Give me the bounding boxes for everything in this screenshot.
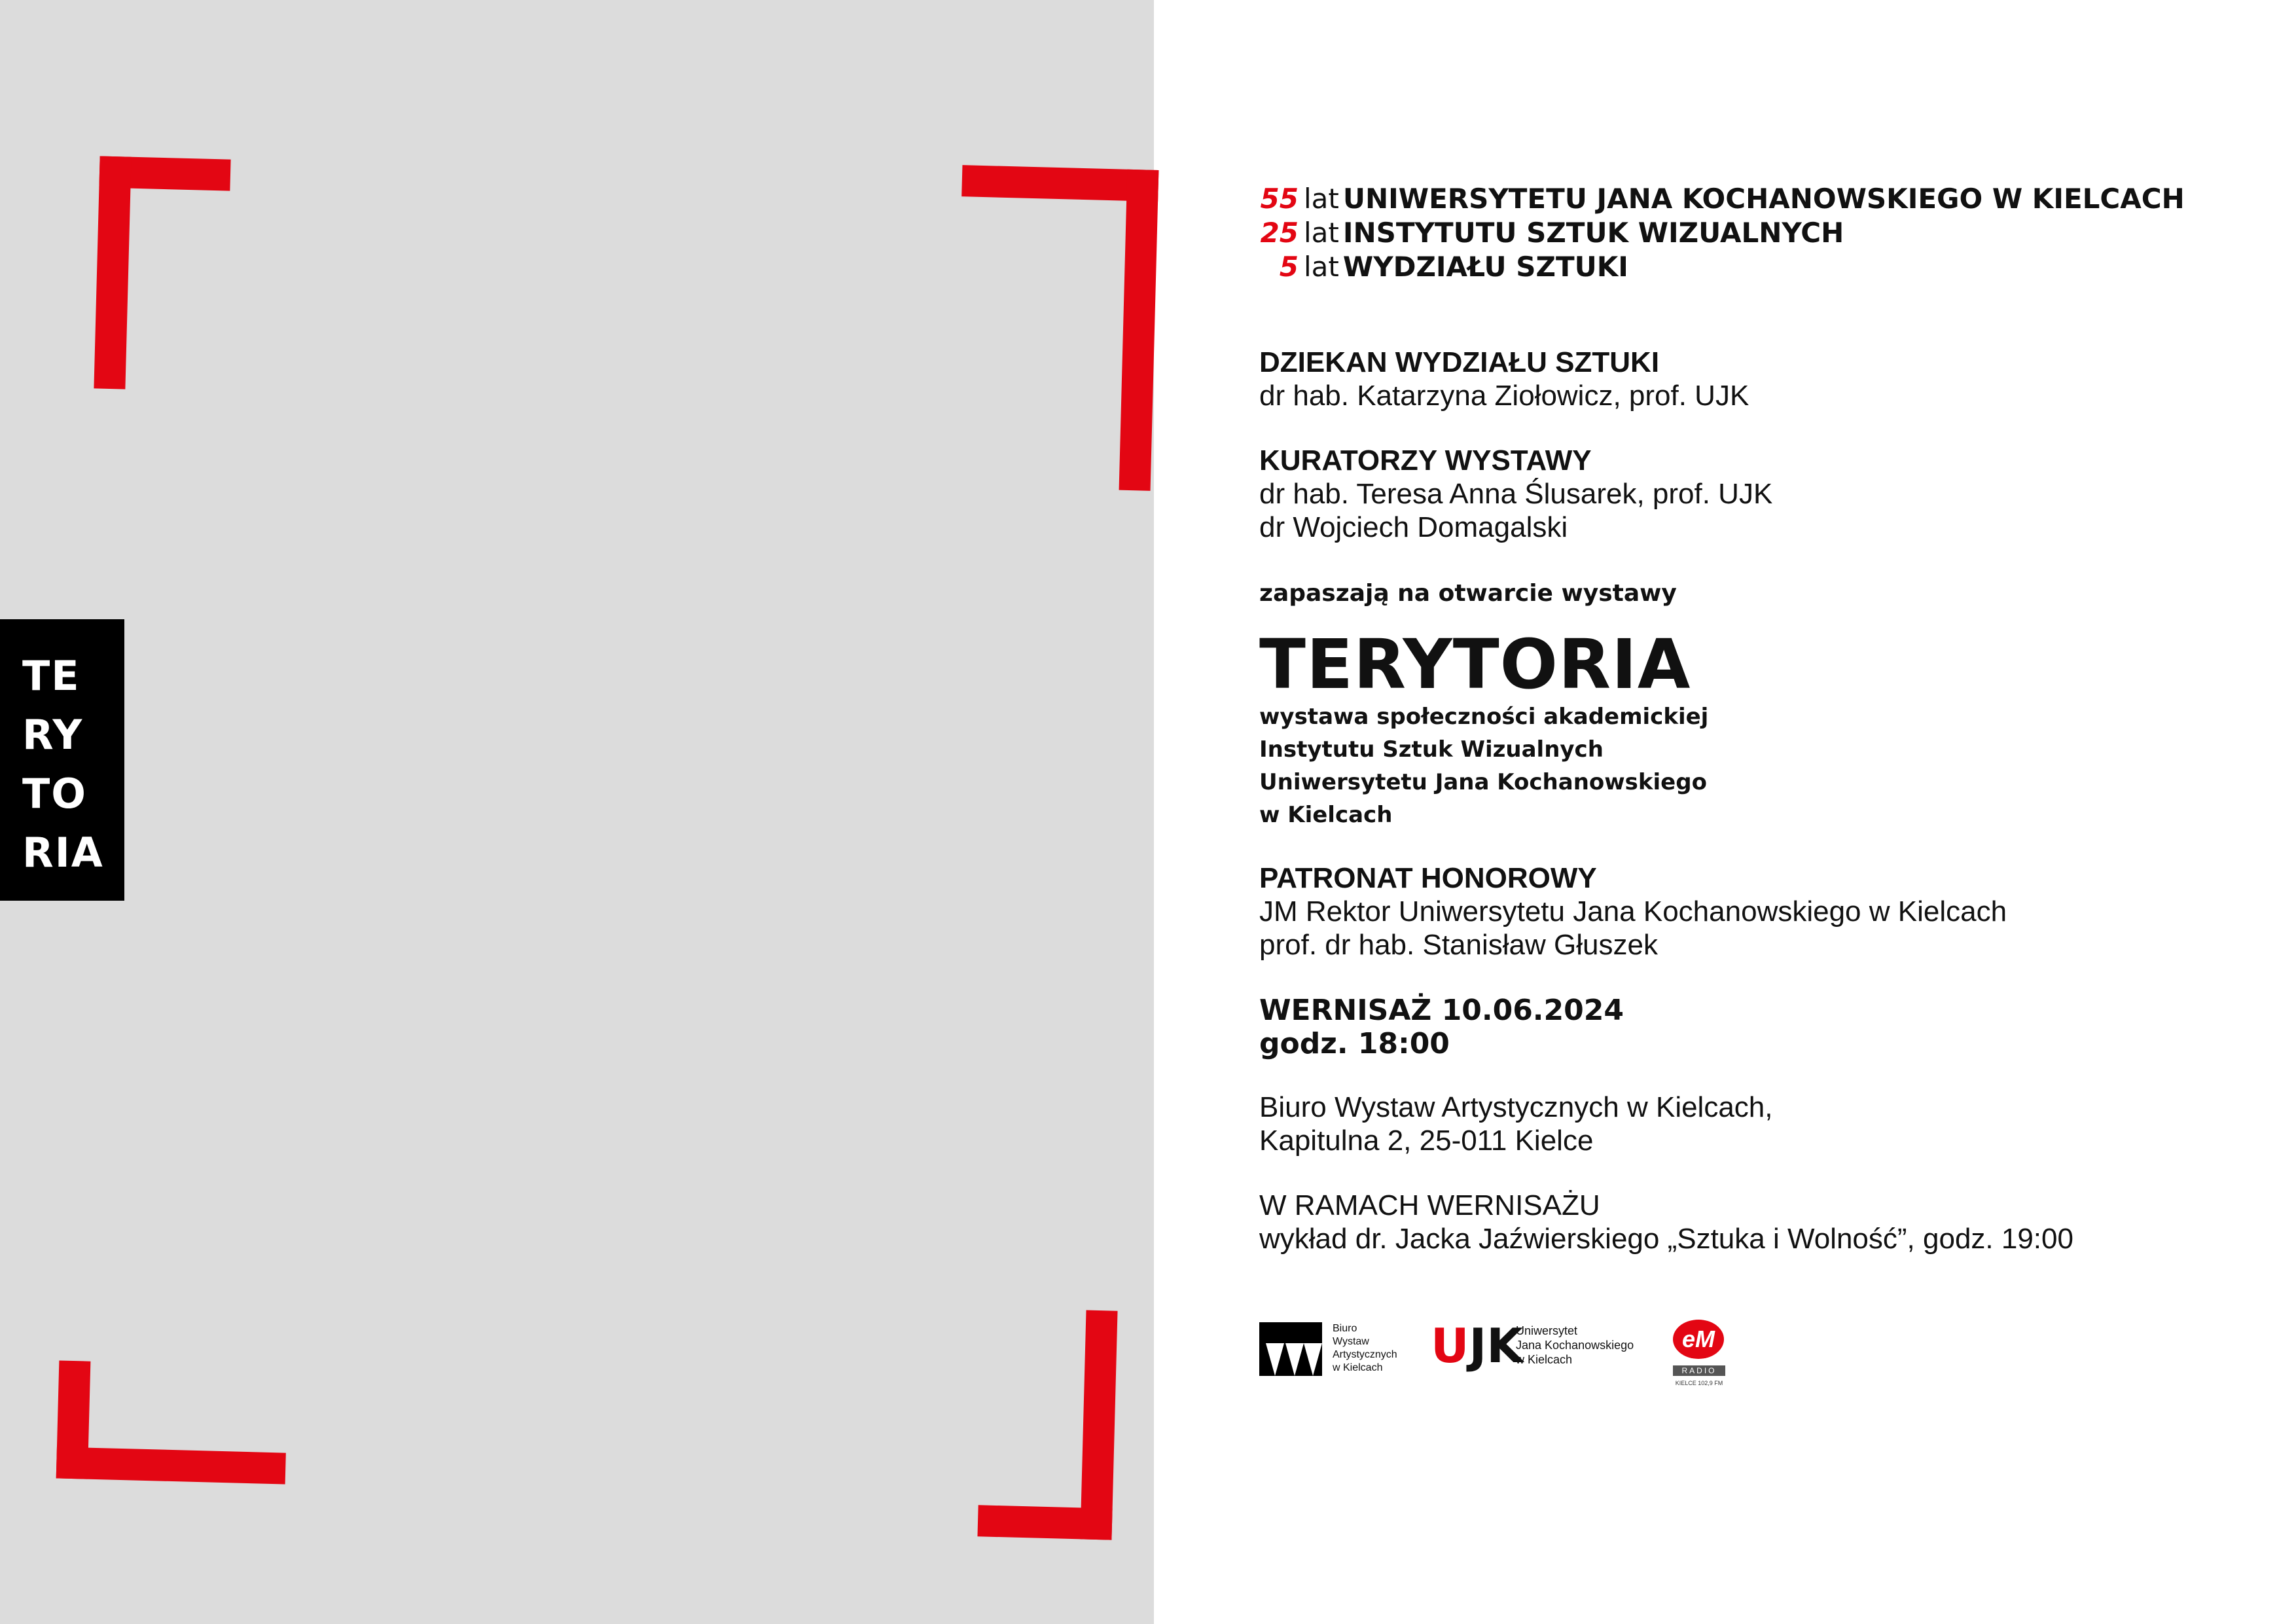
invite-text: zapaszają na otwarcie wystawy <box>1259 580 1677 607</box>
lecture-heading: W RAMACH WERNISAŻU <box>1259 1189 1600 1221</box>
bwa-mark-icon <box>1259 1322 1322 1376</box>
anniversary-lat: lat <box>1304 183 1339 215</box>
red-bracket-bottom-right <box>977 1307 1117 1540</box>
tag-line: RY <box>22 711 84 759</box>
tag-line: RIA <box>22 829 104 876</box>
anniversary-row <box>1259 182 2185 216</box>
curators-heading: KURATORZY WYSTAWY <box>1259 444 1592 477</box>
tag-line: TO <box>22 770 87 818</box>
radio-em-mark-icon: eM <box>1673 1320 1724 1359</box>
description-line: Instytutu Sztuk Wizualnych <box>1259 736 1604 763</box>
bwa-logo-text: Biuro Wystaw Artystycznych w Kielcach <box>1333 1323 1397 1373</box>
dean-name: dr hab. Katarzyna Ziołowicz, prof. UJK <box>1259 380 1749 412</box>
description-line: w Kielcach <box>1259 802 1393 828</box>
patronage-block <box>1259 861 2007 962</box>
vernissage-date: WERNISAŻ 10.06.2024 <box>1259 994 1624 1027</box>
bwa-logo <box>1259 1316 1429 1381</box>
curator-name: dr hab. Teresa Anna Ślusarek, prof. UJK <box>1259 478 1773 510</box>
description-line: wystawa społeczności akademickiej <box>1259 704 1709 730</box>
patronage-heading: PATRONAT HONOROWY <box>1259 862 1597 894</box>
partner-logos <box>1259 1316 2045 1394</box>
radio-frequency: KIELCE 102,9 FM <box>1675 1380 1723 1386</box>
radio-label: RADIO <box>1673 1365 1725 1376</box>
anniversary-name: WYDZIAŁU SZTUKI <box>1342 251 1628 283</box>
description-line: Uniwersytetu Jana Kochanowskiego <box>1259 769 1707 795</box>
red-bracket-top-left <box>94 156 230 391</box>
venue-line: Kapitulna 2, 25-011 Kielce <box>1259 1125 1594 1157</box>
patronage-line: JM Rektor Uniwersytetu Jana Kochanowskiego w Kielcach <box>1259 895 2007 928</box>
red-bracket-bottom-left <box>56 1360 289 1484</box>
dean-heading: DZIEKAN WYDZIAŁU SZTUKI <box>1259 346 1660 378</box>
tag-line: TE <box>22 652 81 700</box>
anniversary-lat: lat <box>1304 217 1339 249</box>
patronage-line: prof. dr hab. Stanisław Głuszek <box>1259 929 1658 961</box>
anniversary-lat: lat <box>1304 251 1339 283</box>
anniversary-number: 25 <box>1260 217 1299 249</box>
radio-em-logo <box>1670 1316 1736 1401</box>
anniversary-row <box>1259 216 2185 250</box>
dean-block <box>1259 346 1749 412</box>
venue-block <box>1259 1091 1773 1157</box>
anniversary-row <box>1259 250 2185 284</box>
vernissage-block <box>1259 994 1624 1060</box>
lecture-text: wykład dr. Jacka Jaźwierskiego „Sztuka i Wolność”, godz. 19:00 <box>1259 1223 2073 1255</box>
exhibition-description <box>1259 700 1708 831</box>
curator-name: dr Wojciech Domagalski <box>1259 511 1568 543</box>
anniversaries-block <box>1259 182 2185 284</box>
exhibition-title: TERYTORIA <box>1259 624 1691 704</box>
ujk-mark-icon: UJK <box>1431 1318 1524 1373</box>
anniversary-number: 55 <box>1260 183 1299 215</box>
curators-block <box>1259 444 1772 544</box>
vertical-title-tag <box>0 619 124 901</box>
lecture-block <box>1259 1189 2073 1255</box>
anniversary-name: UNIWERSYTETU JANA KOCHANOWSKIEGO W KIELCACH <box>1342 183 2185 215</box>
red-bracket-top-right <box>954 165 1159 491</box>
ujk-logo <box>1431 1316 1679 1388</box>
ujk-logo-text: Uniwersytet Jana Kochanowskiego w Kielcach <box>1516 1324 1634 1366</box>
venue-line: Biuro Wystaw Artystycznych w Kielcach, <box>1259 1091 1773 1123</box>
vernissage-time: godz. 18:00 <box>1259 1027 1450 1060</box>
anniversary-number: 5 <box>1279 251 1299 283</box>
anniversary-name: INSTYTUTU SZTUK WIZUALNYCH <box>1342 217 1844 249</box>
